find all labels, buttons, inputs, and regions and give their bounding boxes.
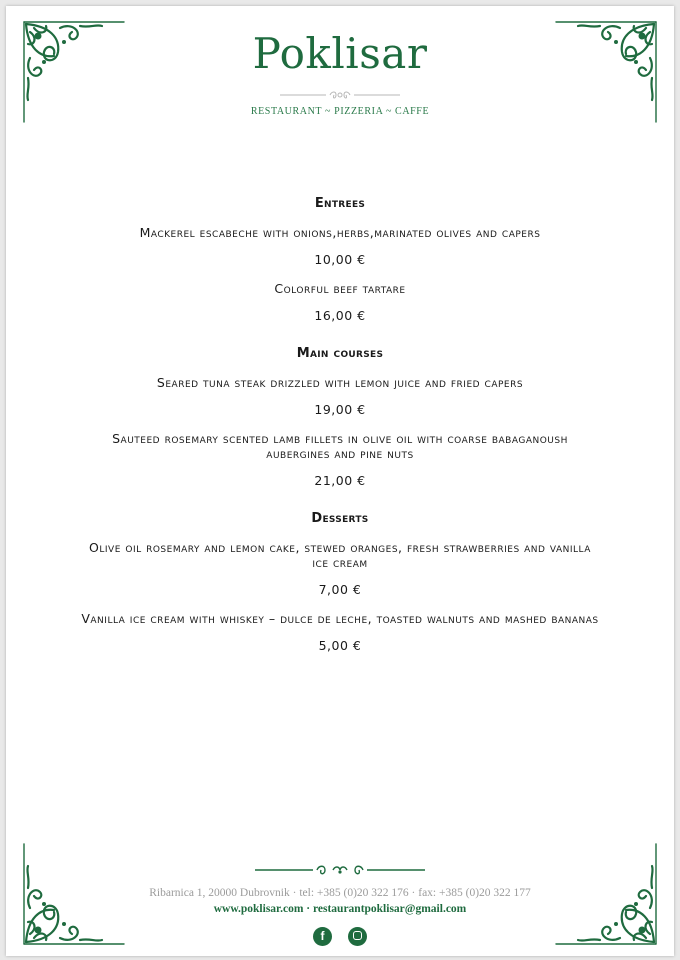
- section-title: Main courses: [296, 346, 384, 361]
- dish-price: 19,00 €: [314, 402, 366, 417]
- dish-name: Mackerel escabeche with onions,herbs,marinated olives and capers: [139, 225, 541, 240]
- dish-price: 5,00 €: [318, 638, 362, 653]
- instagram-icon[interactable]: [348, 927, 367, 946]
- menu-page: [6, 6, 674, 956]
- dish-name: Colorful beef tartare: [274, 281, 406, 296]
- dish-name: Olive oil rosemary and lemon cake, stewed oranges, fresh strawberries and vanilla ice cream: [89, 540, 591, 570]
- menu-footer: [6, 864, 674, 946]
- dish-name: Sauteed rosemary scented lamb fillets in olive oil with coarse babaganoush aubergines and pine nuts: [112, 431, 568, 461]
- footer-divider-icon: [255, 864, 425, 876]
- dish-price: 7,00 €: [318, 582, 362, 597]
- menu-content: [6, 196, 674, 676]
- facebook-icon[interactable]: f: [313, 927, 332, 946]
- dish-price: 16,00 €: [314, 308, 366, 323]
- restaurant-logo: [6, 28, 674, 117]
- section-title: Entrees: [314, 196, 366, 211]
- section-main-courses: [6, 346, 674, 488]
- dish-price: 21,00 €: [314, 473, 366, 488]
- section-title: Desserts: [311, 511, 369, 526]
- footer-web-email[interactable]: www.poklisar.com · restaurantpoklisar@gmail.com: [213, 903, 467, 915]
- logo-tagline: RESTAURANT ~ PIZZERIA ~ CAFFE: [250, 106, 430, 117]
- dish-name: Seared tuna steak drizzled with lemon juice and fried capers: [156, 375, 524, 390]
- section-entrees: [6, 196, 674, 323]
- social-links: [6, 927, 674, 946]
- logo-wordmark: Poklisar: [252, 29, 428, 78]
- section-desserts: [6, 511, 674, 653]
- dish-price: 10,00 €: [314, 252, 366, 267]
- logo-divider-icon: [280, 90, 400, 100]
- footer-address: Ribarnica 1, 20000 Dubrovnik · tel: +385 (0)20 322 176 · fax: +385 (0)20 322 177: [149, 887, 531, 899]
- dish-name: Vanilla ice cream with whiskey – dulce de leche, toasted walnuts and mashed bananas: [81, 611, 599, 626]
